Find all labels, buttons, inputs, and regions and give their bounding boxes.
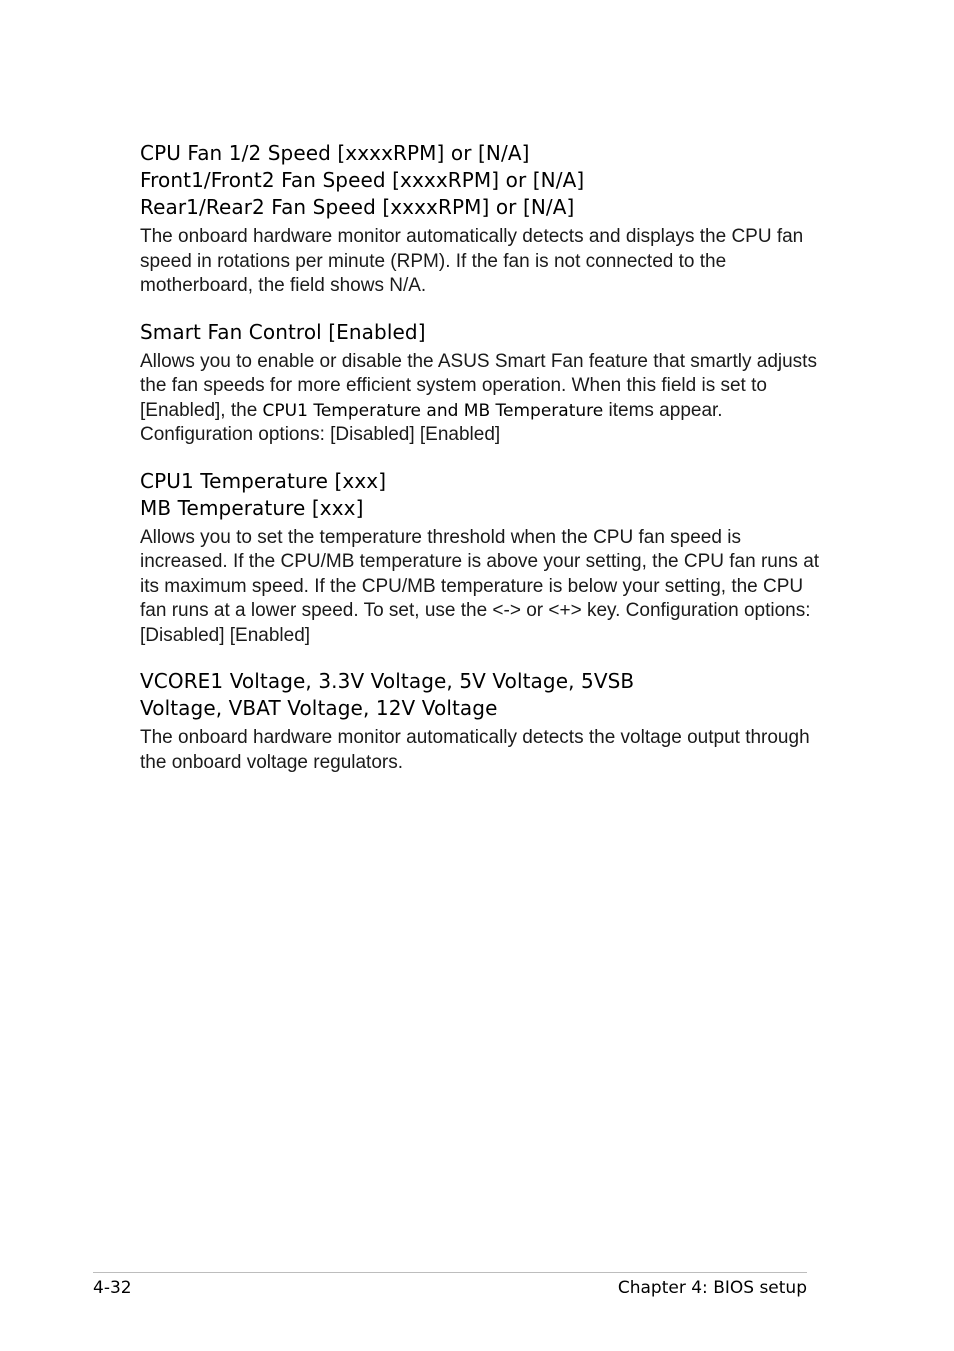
page-number: 4-32 xyxy=(93,1278,132,1298)
body-text-after: items appear. Configuration options: [Disabled] [Enabled] xyxy=(140,399,723,445)
heading-line: VCORE1 Voltage, 3.3V Voltage, 5V Voltage, 5VSB xyxy=(140,669,635,693)
body-text-before: Allows you to enable or disable the ASUS Smart Fan feature that smartly adjusts the fan speeds for more efficient system operation. When this field is set to [Enabled], the xyxy=(140,350,817,421)
heading-line: Front1/Front2 Fan Speed [xxxxRPM] or [N/A] xyxy=(140,168,585,192)
footer-divider xyxy=(93,1272,807,1273)
section-body: The onboard hardware monitor automatically detects and displays the CPU fan speed in rotations per minute (RPM). If the fan is not connected to the motherboard, the field shows N/A. xyxy=(140,226,804,296)
heading-line: MB Temperature [xxx] xyxy=(140,495,364,520)
heading-line: CPU Fan 1/2 Speed [xxxxRPM] or [N/A] xyxy=(140,141,530,165)
section-heading xyxy=(140,468,820,522)
section-heading xyxy=(140,668,820,722)
heading-line: CPU1 Temperature [xxx] xyxy=(140,468,387,493)
heading-line: Smart Fan Control [Enabled] xyxy=(140,319,426,344)
section-temperature xyxy=(140,468,820,649)
section-smart-fan-control xyxy=(140,319,820,448)
chapter-title: Chapter 4: BIOS setup xyxy=(617,1278,807,1298)
heading-line: Rear1/Rear2 Fan Speed [xxxxRPM] or [N/A] xyxy=(140,195,575,219)
section-body: Allows you to set the temperature threshold when the CPU fan speed is increased. If the CPU/MB temperature is above your setting, the CPU fan runs at its maximum speed. If the CPU/MB temperature is below your setting, the CPU fan runs at a lower speed. To set, use the <-> or <+> key. Configuration options: [Disabled] [Enabled] xyxy=(140,526,820,646)
section-body: The onboard hardware monitor automatically detects the voltage output through the onboard voltage regulators. xyxy=(140,727,810,773)
body-emphasis: CPU1 Temperature and MB Temperature xyxy=(262,400,604,421)
section-voltage xyxy=(140,668,820,775)
heading-line: Voltage, VBAT Voltage, 12V Voltage xyxy=(140,696,498,720)
page-content xyxy=(140,140,820,795)
section-body xyxy=(140,350,820,448)
section-heading xyxy=(140,140,820,221)
section-heading xyxy=(140,319,820,346)
section-fan-speed xyxy=(140,140,820,299)
